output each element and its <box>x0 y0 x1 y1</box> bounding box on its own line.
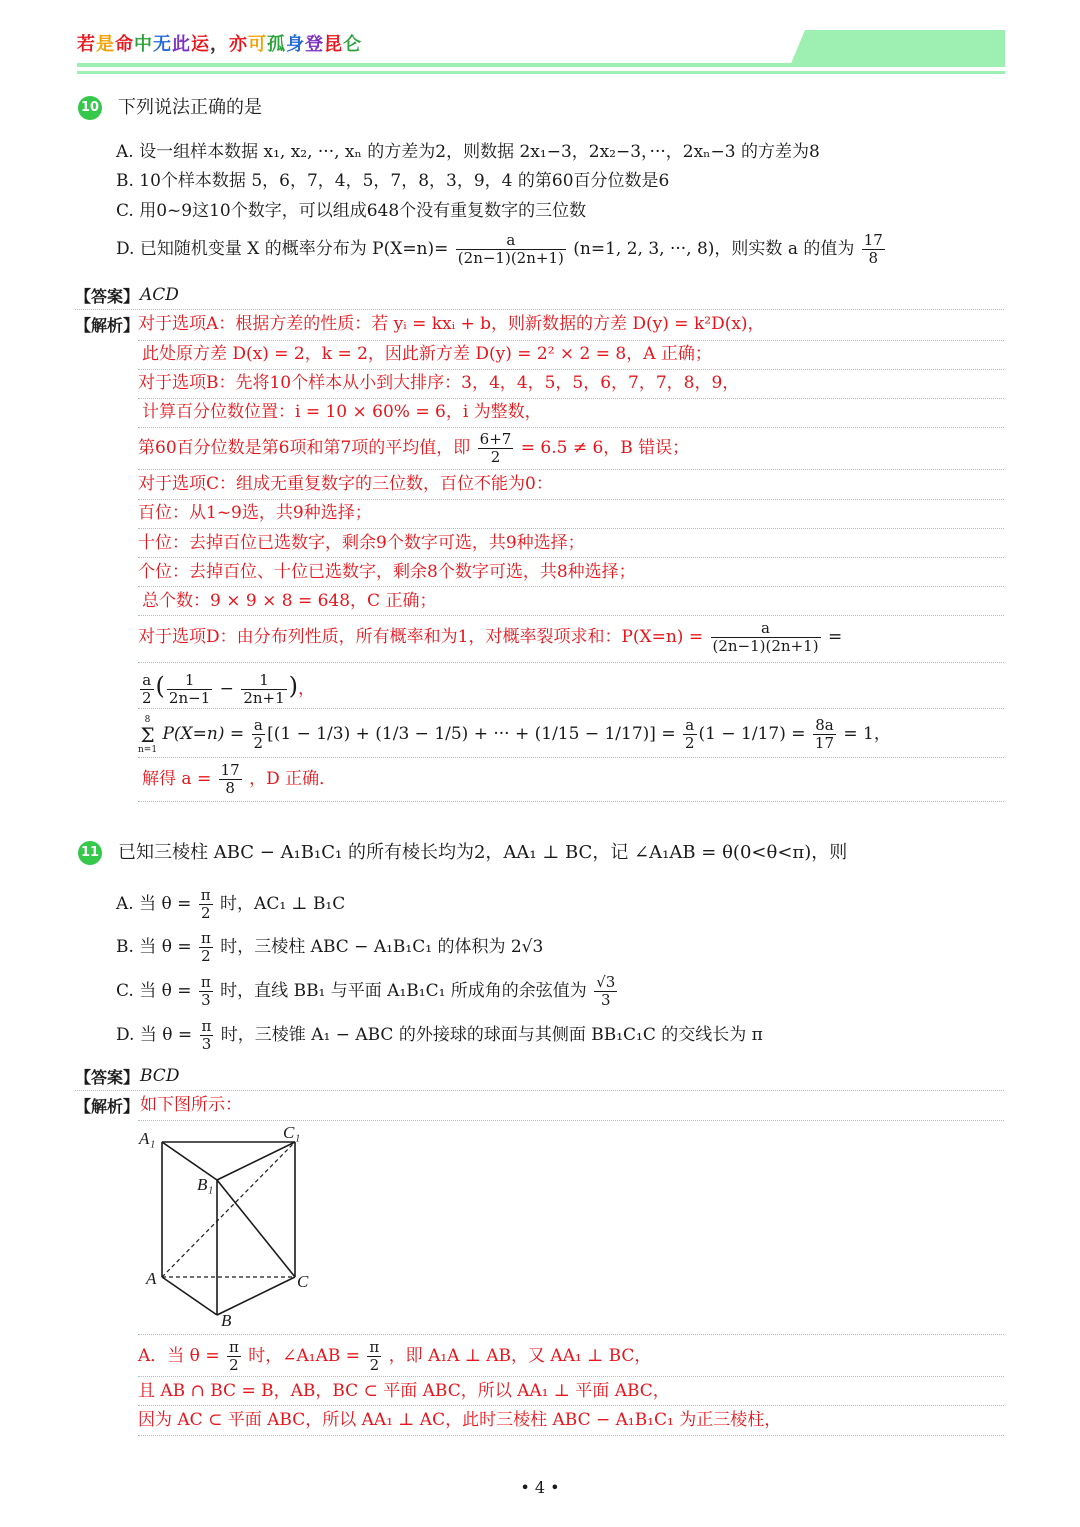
label-c1: C₁ <box>283 1123 301 1142</box>
frac-num: π <box>200 886 211 904</box>
motto-char: 亦 <box>229 34 248 55</box>
frac-num: a <box>252 717 266 735</box>
motto-char: 是 <box>96 34 115 55</box>
q10-option-b: B. 10个样本数据 5，6，7，4，5，7，8，3，9，4 的第60百分位数是6 <box>116 171 670 191</box>
analysis-line: 对于选项C：组成无重复数字的三位数，百位不能为0： <box>138 474 553 494</box>
motto-char: 此 <box>172 34 191 55</box>
paren-close: ) <box>288 672 299 700</box>
fraction <box>167 672 212 707</box>
frac-num: 1 <box>167 672 212 690</box>
divider <box>138 499 1004 500</box>
motto-char: ， <box>210 34 229 55</box>
motto-char: 登 <box>305 34 324 55</box>
frac-num: 8a <box>813 717 836 735</box>
frac-num: √3 <box>596 973 616 991</box>
motto-char: 中 <box>134 34 153 55</box>
analysis-text: = 6.5 ≠ 6，B 错误； <box>520 438 690 458</box>
fraction <box>252 717 266 752</box>
analysis-line: 因为 AC ⊂ 平面 ABC，所以 AA₁ ⊥ AC，此时三棱柱 ABC − A₁B₁C₁ 为正三棱柱， <box>138 1410 782 1430</box>
analysis-label: 【解析】 <box>75 1097 140 1116</box>
answer-value: BCD <box>140 1066 180 1086</box>
frac-den: 17 <box>814 734 834 752</box>
prism-diagram <box>135 1122 335 1332</box>
analysis-text: = <box>827 627 843 647</box>
label-b1: B₁ <box>197 1175 214 1194</box>
edge-b1-c1 <box>217 1142 295 1180</box>
opt-pre: D. 当 θ = <box>116 1025 193 1045</box>
frac-num: π <box>201 929 211 947</box>
frac-den: 2n−1 <box>168 689 211 707</box>
analysis-text: 时，∠A₁AB = <box>248 1346 361 1366</box>
frac-num: a <box>140 672 154 690</box>
analysis-line-frac <box>138 429 689 467</box>
label-a: A <box>146 1269 157 1288</box>
divider <box>138 662 1004 663</box>
analysis-text: ，即 A₁A ⊥ AB，又 AA₁ ⊥ BC， <box>388 1346 652 1366</box>
q11-stem: 已知三棱柱 ABC − A₁B₁C₁ 的所有棱长均为2，AA₁ ⊥ BC，记 ∠A₁AB = θ(0<θ<π)，则 <box>118 842 848 863</box>
divider <box>138 340 1004 341</box>
answer-label: 【答案】 <box>75 287 140 306</box>
divider <box>138 369 1004 370</box>
divider <box>138 1376 1004 1377</box>
divider <box>75 309 1004 310</box>
frac-num: a <box>456 232 566 250</box>
fraction <box>241 672 286 707</box>
label-c: C <box>297 1272 309 1291</box>
analysis-line: 总个数：9 × 9 × 8 = 648，C 正确； <box>142 591 437 611</box>
question-number-10: 10 <box>78 96 102 120</box>
analysis-line: 对于选项A：根据方差的性质：若 yᵢ = kxᵢ + b，则新数据的方差 D(y) = k²D(x)， <box>138 314 765 334</box>
divider <box>138 1435 1004 1436</box>
q10-option-d-pre: D. 已知随机变量 X 的概率分布为 P(X=n)= <box>116 239 449 259</box>
sigma: Σ <box>140 722 155 747</box>
frac-den: 2 <box>229 1356 239 1374</box>
frac-num: 17 <box>220 761 240 779</box>
sum-bot: n=1 <box>138 744 158 755</box>
opt-post: 时，AC₁ ⊥ B₁C <box>220 894 346 914</box>
frac-den: 2n+1 <box>243 689 285 707</box>
analysis-line: 且 AB ∩ BC = B，AB，BC ⊂ 平面 ABC，所以 AA₁ ⊥ 平面 ABC， <box>138 1381 670 1401</box>
analysis-text: ，D 正确． <box>249 769 337 789</box>
motto-char: 仑 <box>343 34 362 55</box>
analysis-text: 第60百分位数是第6项和第7项的平均值，即 <box>138 438 471 458</box>
frac-num: π <box>369 1338 380 1356</box>
header-band <box>0 30 1080 82</box>
divider <box>138 398 1004 399</box>
answer-label: 【答案】 <box>75 1068 140 1087</box>
divider <box>138 586 1004 587</box>
sum-top: 8 <box>144 714 151 725</box>
opt-pre: C. 当 θ = <box>116 981 192 1001</box>
analysis-line: 百位：从1~9选，共9种选择； <box>138 503 372 523</box>
frac-den: 2 <box>253 734 264 752</box>
frac-den: 2 <box>201 947 211 965</box>
fraction <box>711 620 821 655</box>
divider <box>138 757 1004 758</box>
divider <box>138 1334 1004 1335</box>
edge-b-c <box>217 1277 295 1315</box>
sum-symbol <box>138 715 157 755</box>
motto-char: 孤 <box>267 34 286 55</box>
paren-open: ( <box>155 672 165 700</box>
fraction <box>200 1018 214 1053</box>
fraction <box>683 717 697 752</box>
divider <box>138 557 1004 558</box>
q10-option-d <box>116 229 887 269</box>
frac-den: 2 <box>490 448 501 466</box>
analysis-intro: 如下图所示： <box>140 1095 242 1115</box>
fraction <box>199 887 213 922</box>
fraction <box>140 672 154 707</box>
frac-num: 1 <box>241 672 286 690</box>
frac-den: 2 <box>142 689 152 707</box>
analysis-line-a <box>138 1336 651 1376</box>
analysis-line: 个位：去掉百位、十位已选数字，剩余8个数字可选，共8种选择； <box>138 562 636 582</box>
frac-den: 3 <box>601 991 611 1009</box>
q11-option-b <box>116 927 543 967</box>
q10-option-a: A. 设一组样本数据 x₁, x₂, ···, xₙ 的方差为2，则数据 2x₁−3，2x₂−3，···，2xₙ−3 的方差为8 <box>116 142 820 162</box>
fraction <box>199 974 213 1009</box>
analysis-text: ， <box>298 679 316 699</box>
q10-stem: 下列说法正确的是 <box>118 97 262 118</box>
edge-a-b <box>162 1277 217 1315</box>
frac-den: 3 <box>201 991 211 1009</box>
q11-option-d <box>116 1015 763 1055</box>
question-number-11: 11 <box>78 841 102 865</box>
analysis-text: 解得 a = <box>142 769 212 789</box>
frac-den: 8 <box>868 249 879 267</box>
frac-den: 2 <box>200 904 211 922</box>
fraction <box>862 232 885 267</box>
divider <box>138 1405 1004 1406</box>
frac-den: 3 <box>201 1035 212 1053</box>
analysis-text: 对于选项D：由分布列性质，所有概率和为1，对概率裂项求和：P(X=n) = <box>138 627 704 647</box>
motto-char: 可 <box>248 34 267 55</box>
frac-num: a <box>711 620 821 638</box>
sum-after: (1 − 1/17) <box>698 724 786 744</box>
frac-num: π <box>200 973 211 991</box>
frac-num: 17 <box>863 231 883 249</box>
frac-den: 2 <box>369 1356 380 1374</box>
fraction <box>199 930 213 965</box>
sum-line: 8 Σ n=1 P(X=n) = $\frac{a}{2}$ [(1 − 1/3) + (1/3 − 1/5) + ··· + (1/15 − 1/17)] = $\frac{a}{2}$ (1 − 1/17) = $\frac{8a}{17}$ = 1， <box>138 714 891 755</box>
fraction <box>478 431 514 466</box>
sum-text: P(X=n) = <box>162 724 245 744</box>
frac-den: 8 <box>225 779 235 797</box>
opt-post: 时，直线 BB₁ 与平面 A₁B₁C₁ 所成角的余弦值为 <box>220 981 587 1001</box>
opt-post: 时，三棱柱 ABC − A₁B₁C₁ 的体积为 2√3 <box>220 937 544 957</box>
frac-num: π <box>228 1338 239 1356</box>
divider <box>138 615 1004 616</box>
answer-value: ACD <box>140 285 179 305</box>
q10-option-d-post: (n=1, 2, 3, ···, 8)，则实数 a 的值为 <box>573 239 855 259</box>
analysis-line: 计算百分位数位置：i = 10 × 60% = 6，i 为整数， <box>142 402 542 422</box>
fraction <box>594 974 617 1009</box>
fraction <box>227 1339 241 1374</box>
opt-pre: B. 当 θ = <box>116 937 192 957</box>
frac-num: a <box>683 717 697 735</box>
fraction <box>813 717 836 752</box>
analysis-line: 十位：去掉百位已选数字，剩余9个数字可选，共9种选择； <box>138 533 585 553</box>
dashed-a-c1 <box>162 1142 295 1277</box>
frac-num: π <box>201 1017 212 1035</box>
fraction <box>219 762 242 797</box>
motto-char: 身 <box>286 34 305 55</box>
analysis-line: 对于选项B：先将10个样本从小到大排序：3，4，4，5，5，6，7，7，8，9， <box>138 373 740 393</box>
page-number: • 4 • <box>520 1478 560 1497</box>
solve-line <box>142 759 336 799</box>
motto-char: 若 <box>77 34 96 55</box>
fraction <box>367 1339 381 1374</box>
split-term-line: $\frac{a}{2}$ ( $\frac{1}{2n-1}$ − $\frac{1}{2n+1}$ )， <box>142 671 316 707</box>
q11-option-c <box>116 971 619 1011</box>
analysis-label: 【解析】 <box>75 316 140 335</box>
analysis-text: A．当 θ = <box>138 1346 220 1366</box>
frac-den: 2 <box>684 734 695 752</box>
frac-den: (2n−1)(2n+1) <box>712 637 819 655</box>
divider <box>138 708 1004 709</box>
sum-result: = 1， <box>843 724 891 744</box>
divider <box>138 801 1004 802</box>
divider <box>138 528 1004 529</box>
fraction <box>456 232 566 267</box>
motto-char: 无 <box>153 34 172 55</box>
divider <box>138 427 1004 428</box>
q10-option-c: C. 用0~9这10个数字，可以组成648个没有重复数字的三位数 <box>116 201 587 221</box>
divider <box>75 1090 1004 1091</box>
sum-expand: [(1 − 1/3) + (1/3 − 1/5) + ··· + (1/15 − 1/17)] <box>267 724 656 744</box>
analysis-line: 此处原方差 D(x) = 2，k = 2，因此新方差 D(y) = 2² × 2 = 8，A 正确； <box>142 344 712 364</box>
frac-den: (2n−1)(2n+1) <box>457 249 564 267</box>
divider <box>138 1120 1004 1121</box>
frac-num: 6+7 <box>479 430 512 448</box>
label-a1: A₁ <box>139 1129 156 1148</box>
motto-char: 命 <box>115 34 134 55</box>
opt-pre: A. 当 θ = <box>116 894 192 914</box>
analysis-line-frac <box>138 617 842 657</box>
motto-char: 昆 <box>324 34 343 55</box>
q11-option-a <box>116 884 345 924</box>
label-b: B <box>221 1311 232 1330</box>
edge-b1-c <box>217 1180 295 1277</box>
motto-char: 运 <box>191 34 210 55</box>
divider <box>138 469 1004 470</box>
opt-post: 时，三棱锥 A₁ − ABC 的外接球的球面与其侧面 BB₁C₁C 的交线长为 π <box>220 1025 763 1045</box>
